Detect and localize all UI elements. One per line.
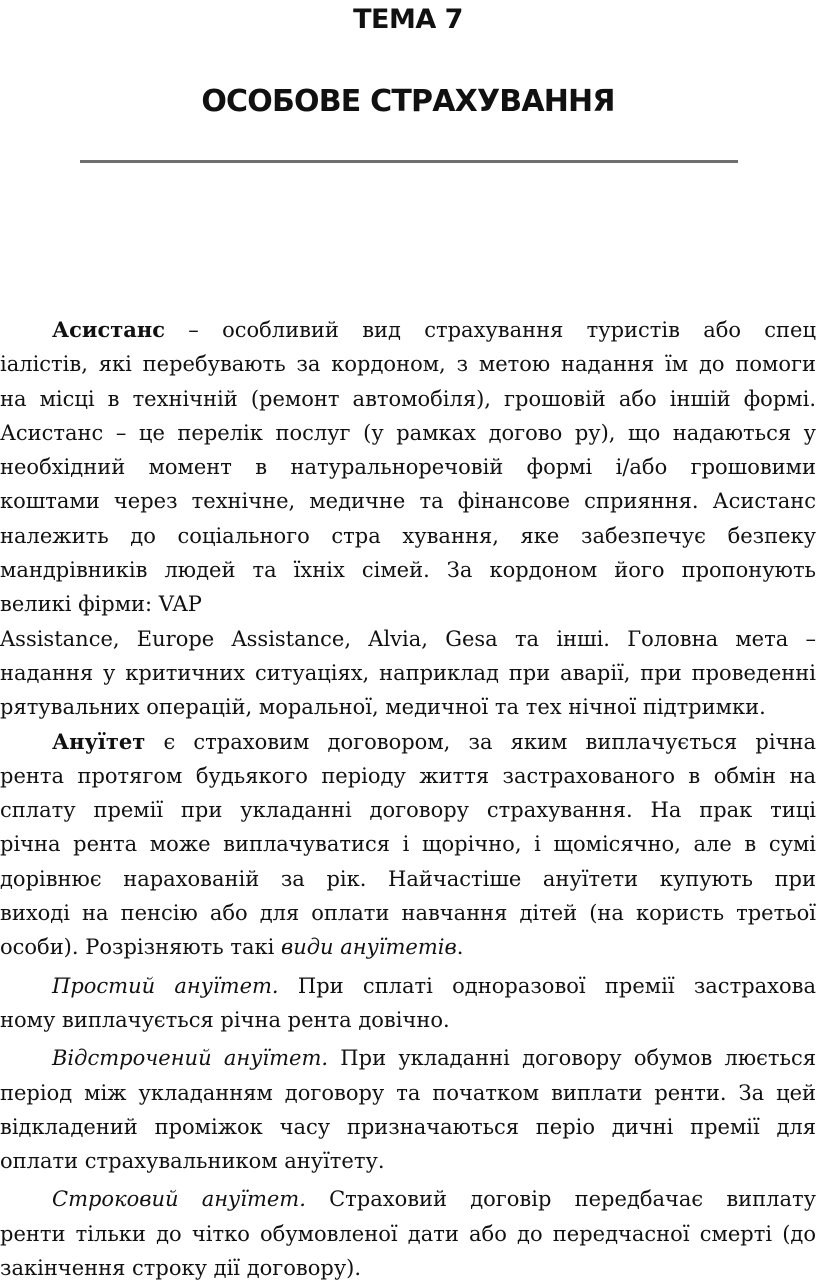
- text-line-content: – особливий вид страхування туристів або спец: [165, 318, 816, 342]
- text-line: рятувальних операцій, моральної, медичної та тех нічної підтримки.: [0, 695, 766, 720]
- text-line-content: При укладанні договору обумов люється: [328, 1046, 816, 1071]
- text-line-content: .: [456, 935, 464, 960]
- text-line: великі фірми: VAP: [0, 592, 202, 617]
- text-line: [0, 1182, 816, 1216]
- term-term-annuity: Строковий ануїтет.: [52, 1187, 306, 1212]
- text-line: рента протягом будьякого періоду життя застрахованого в обмін на: [0, 763, 816, 788]
- paragraph-term-annuity: [0, 1182, 816, 1285]
- title-divider: [80, 160, 738, 163]
- text-line: необхідний момент в натуральноречовій формі і/або грошовими: [0, 455, 816, 480]
- text-line: період між укладанням договору та початком виплати ренти. За цей: [0, 1080, 816, 1105]
- paragraph-simple-annuity: [0, 969, 816, 1038]
- term-simple-annuity: Простий ануїтет.: [52, 973, 279, 998]
- text-line: [0, 930, 816, 964]
- text-line: коштами через технічне, медичне та фінансове сприяння. Асистанс: [0, 489, 816, 514]
- text-line: Асистанс – це перелік послуг (у рамках догово ру), що надаються у: [0, 420, 816, 445]
- text-line: належить до соціального стра хування, яке забезпечує безпеку: [0, 523, 816, 548]
- text-line: на місці в технічній (ремонт автомобіля), грошовій або іншій формі.: [0, 386, 816, 411]
- text-line-content: Страховий договір передбачає виплату: [305, 1187, 816, 1212]
- paragraph-assistance: [0, 313, 816, 725]
- text-line-content: є страховим договором, за яким виплачується річна: [145, 729, 816, 754]
- term-annuity: Ануїтет: [52, 728, 146, 754]
- term-assistance: Асистанс: [52, 317, 166, 342]
- text-line: відкладений проміжок часу призначаються періо дичні премії для: [0, 1114, 816, 1139]
- text-line: оплати страхувальником ануїтету.: [0, 1149, 385, 1174]
- annuity-types-term: види ануїтетів: [280, 935, 457, 960]
- paragraph-annuity: [0, 725, 816, 965]
- text-line: [0, 1041, 816, 1075]
- text-line: мандрівників людей та їхніх сімей. За кордоном його пропонують: [0, 558, 816, 583]
- text-line: [0, 313, 816, 347]
- text-line: [0, 725, 816, 759]
- page-title: ОСОБОВЕ СТРАХУВАННЯ: [201, 84, 615, 119]
- text-line: виході на пенсію або для оплати навчання дітей (на користь третьої: [0, 901, 816, 926]
- text-line: надання у критичних ситуаціях, наприклад при аварії, при проведенні: [0, 660, 816, 685]
- text-line: річна рента може виплачуватися і щорічно, і щомісячно, але в сумі: [0, 832, 816, 857]
- text-line: дорівнює нарахованій за рік. Найчастіше ануїтети купують при: [0, 866, 816, 891]
- text-line: закінчення строку дії договору).: [0, 1256, 362, 1281]
- text-line: іалістів, які перебувають за кордоном, з метою надання їм до помоги: [0, 352, 816, 377]
- document-body: [0, 313, 816, 1285]
- text-line-content: особи). Розрізняють такі: [0, 935, 281, 960]
- text-line: ренти тільки до чітко обумовленої дати або до передчасної смерті (до: [0, 1221, 816, 1246]
- term-deferred-annuity: Відстрочений ануїтет.: [52, 1046, 329, 1071]
- text-line: сплату премії при укладанні договору страхування. На прак тиці: [0, 798, 816, 823]
- text-line: [0, 969, 816, 1003]
- text-line-content: При сплаті одноразової премії застрахова: [278, 973, 816, 998]
- topic-number: ТЕМА 7: [353, 4, 463, 35]
- paragraph-deferred-annuity: [0, 1041, 816, 1178]
- text-line: ному виплачується річна рента довічно.: [0, 1007, 450, 1032]
- text-line: Assistance, Europe Assistance, Alvia, Gesa та інші. Головна мета –: [0, 626, 816, 651]
